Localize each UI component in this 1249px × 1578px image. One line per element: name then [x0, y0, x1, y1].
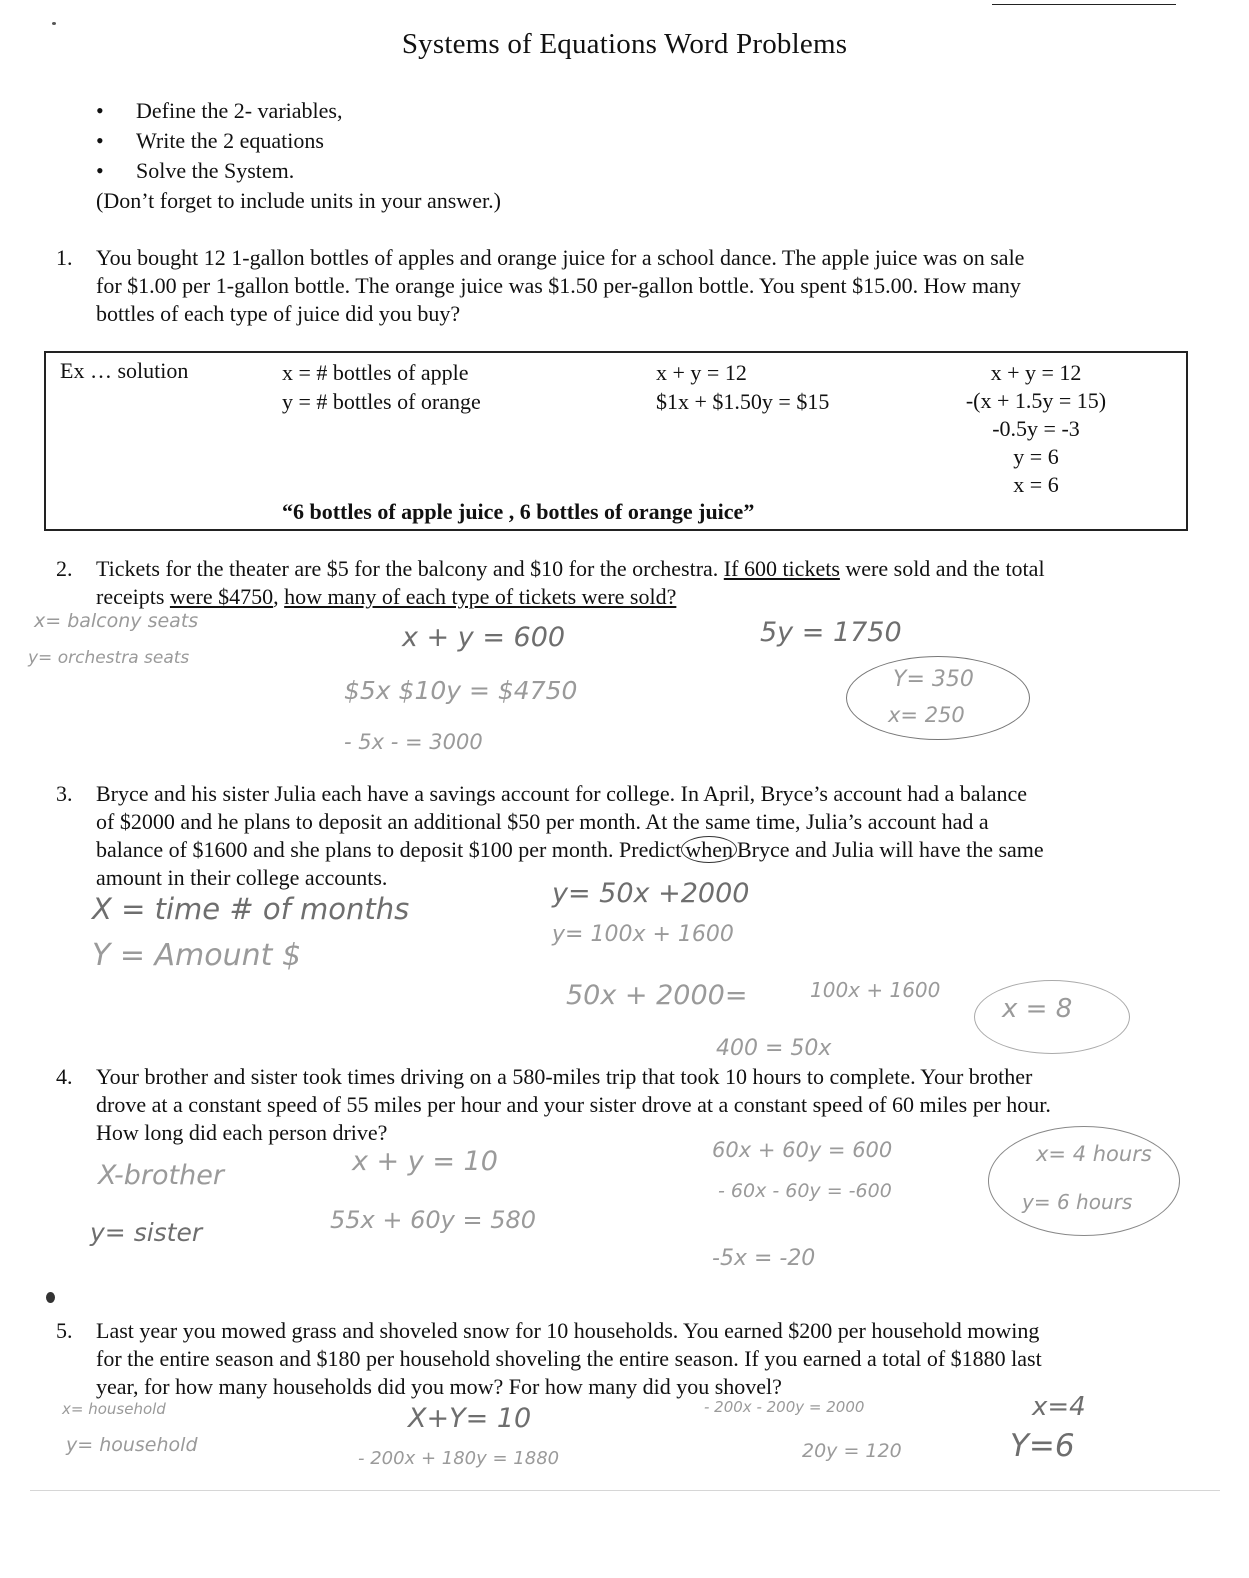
problem-5 [56, 1317, 1176, 1401]
handwritten-equation: 100x + 1600 [810, 978, 941, 1002]
problem-text [96, 555, 1176, 611]
problem-line: Last year you mowed grass and shoveled snow for 10 households. You earned $200 per household mowing [96, 1318, 1040, 1343]
handwritten-equation: x + y = 10 [352, 1146, 498, 1177]
work-step: -0.5y = -3 [992, 416, 1080, 441]
problem-text [96, 244, 1176, 328]
problem-text-segment: , [273, 584, 285, 609]
problem-line: amount in their college accounts. [96, 865, 388, 890]
handwritten-equation: $5x $10y = $4750 [344, 676, 578, 705]
problem-number: 2. [56, 556, 73, 581]
problem-line: drove at a constant speed of 55 miles per hour and your sister drove at a constant speed of 60 miles per hour. [96, 1092, 1051, 1117]
handwritten-step: 5y = 1750 [760, 617, 902, 648]
circled-word: when [681, 836, 737, 863]
problem-line: You bought 12 1-gallon bottles of apples and orange juice for a school dance. The apple juice was on sale [96, 245, 1025, 270]
problem-text-segment: Bryce and Julia will have the same [736, 837, 1044, 862]
instruction-item: • Define the 2- variables, [96, 96, 501, 126]
variable-definition: x = # bottles of apple [282, 360, 469, 385]
instruction-item: • Solve the System. [96, 156, 501, 186]
handwritten-x-definition: X-brother [98, 1160, 224, 1191]
work-step: -(x + 1.5y = 15) [965, 388, 1107, 413]
handwritten-equation: -5x = -20 [712, 1246, 816, 1271]
handwritten-answer: y= 6 hours [1022, 1190, 1133, 1214]
instruction-note: (Don’t forget to include units in your answer.) [96, 188, 501, 213]
handwritten-equation: x + y = 600 [402, 622, 566, 653]
problem-line: year, for how many households did you mow? For how many did you shovel? [96, 1374, 782, 1399]
handwritten-equation: y= 50x +2000 [552, 878, 750, 909]
problem-text [96, 1063, 1176, 1147]
handwritten-equation: - 200x - 200y = 2000 [704, 1398, 865, 1416]
handwritten-y-definition: y= sister [90, 1218, 203, 1247]
handwritten-y-definition: y= orchestra seats [28, 648, 190, 668]
problem-number: 5. [56, 1318, 73, 1343]
example-answer: “6 bottles of apple juice , 6 bottles of orange juice” [282, 499, 755, 524]
handwritten-equation: 20y = 120 [802, 1440, 902, 1462]
problem-number: 4. [56, 1064, 73, 1089]
underlined-phrase: how many of each type of tickets were sold? [284, 584, 677, 609]
problem-line: for $1.00 per 1-gallon bottle. The orange juice was $1.50 per-gallon bottle. You spent $15.00. How many [96, 273, 1021, 298]
example-solution-box [44, 351, 1188, 531]
handwritten-equation: X+Y= 10 [408, 1403, 532, 1434]
instruction-item: • Write the 2 equations [96, 126, 501, 156]
handwritten-answer: x= 250 [888, 703, 965, 727]
example-equations [656, 358, 829, 416]
problem-text [96, 1317, 1176, 1401]
work-step: y = 6 [1013, 444, 1059, 469]
example-variables [282, 358, 481, 416]
problem-line [96, 555, 1176, 583]
scan-speck [52, 22, 56, 25]
handwritten-equation: y= 100x + 1600 [552, 922, 734, 947]
problem-line: of $2000 and he plans to deposit an additional $50 per month. At the same time, Julia’s account had a [96, 809, 989, 834]
handwritten-answer: Y=6 [1010, 1428, 1075, 1464]
example-work [946, 359, 1126, 499]
work-step: x = 6 [1013, 472, 1059, 497]
problem-text [96, 780, 1176, 892]
handwritten-x-definition: X = time # of months [92, 892, 410, 926]
handwritten-answer: x = 8 [1002, 994, 1073, 1024]
problem-line: Your brother and sister took times driving on a 580-miles trip that took 10 hours to complete. Your brother [96, 1064, 1033, 1089]
example-label: Ex … solution [60, 358, 189, 383]
handwritten-x-definition: x= balcony seats [34, 610, 199, 632]
page-title: Systems of Equations Word Problems [401, 28, 848, 60]
problem-line: How long did each person drive? [96, 1120, 388, 1145]
handwritten-y-definition: Y = Amount $ [92, 938, 302, 973]
variable-definition: y = # bottles of orange [282, 389, 481, 414]
equation: x + y = 12 [656, 360, 747, 385]
equation: $1x + $1.50y = $15 [656, 389, 830, 414]
problem-text-segment: receipts [96, 584, 170, 609]
problem-line [96, 836, 1176, 864]
handwritten-equation: 55x + 60y = 580 [330, 1206, 537, 1234]
problem-number: 3. [56, 781, 73, 806]
scan-speck [46, 1292, 55, 1303]
handwritten-equation: 60x + 60y = 600 [712, 1138, 893, 1162]
top-rule [992, 4, 1176, 5]
problem-number: 1. [56, 245, 73, 270]
underlined-phrase: were $4750 [169, 584, 274, 609]
problem-text-segment: Tickets for the theater are $5 for the balcony and $10 for the orchestra. [96, 556, 724, 581]
underlined-phrase: If 600 tickets [723, 556, 840, 581]
problem-line: Bryce and his sister Julia each have a savings account for college. In April, Bryce’s account had a balance [96, 781, 1027, 806]
problem-text-segment: balance of $1600 and she plans to deposit $100 per month. Predict [96, 837, 682, 862]
handwritten-equation: - 200x + 180y = 1880 [358, 1448, 560, 1469]
handwritten-answer: Y= 350 [893, 667, 974, 692]
bottom-rule [30, 1490, 1220, 1491]
handwritten-y-definition: y= household [66, 1434, 198, 1456]
work-step: x + y = 12 [990, 360, 1082, 385]
problem-1 [56, 244, 1176, 328]
instruction-list [96, 96, 501, 186]
handwritten-equation: - 5x - = 3000 [344, 730, 483, 754]
problem-line: bottles of each type of juice did you buy? [96, 301, 461, 326]
problem-line [96, 583, 1176, 611]
handwritten-x-definition: x= household [62, 1400, 166, 1418]
problem-3 [56, 780, 1176, 892]
handwritten-equation: - 60x - 60y = -600 [718, 1180, 892, 1202]
problem-2 [56, 555, 1176, 611]
handwritten-equation: 400 = 50x [716, 1036, 832, 1061]
problem-4 [56, 1063, 1176, 1147]
problem-line: for the entire season and $180 per household shoveling the entire season. If you earned a total of $1880 last [96, 1346, 1042, 1371]
handwritten-answer: x= 4 hours [1036, 1142, 1152, 1166]
handwritten-answer: x=4 [1032, 1392, 1086, 1422]
problem-text-segment: were sold and the total [839, 556, 1045, 581]
handwritten-equation: 50x + 2000= [566, 980, 748, 1011]
instructions [96, 96, 501, 216]
